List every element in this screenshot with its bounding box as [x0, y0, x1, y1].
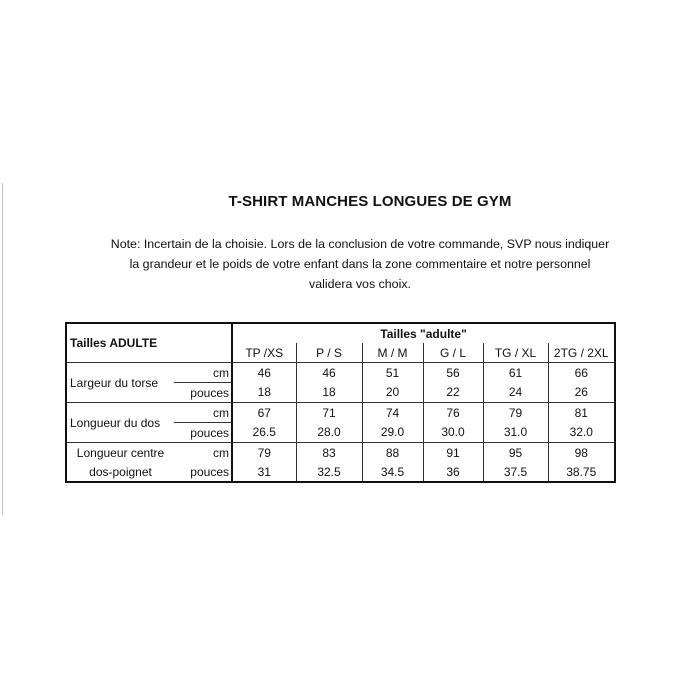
table-cell: 79 — [483, 403, 548, 423]
table-cell: 81 — [548, 403, 615, 423]
size-header: TP /XS — [232, 343, 296, 363]
size-header: G / L — [423, 343, 483, 363]
table-cell: 46 — [232, 363, 296, 383]
table-cell: 67 — [257, 405, 271, 420]
measure-label: Longueur centre — [66, 443, 174, 463]
note-text — [50, 234, 670, 294]
table-row — [66, 363, 615, 383]
size-header: 2TG / 2XL — [548, 343, 615, 363]
note-line-1: Note: Incertain de la choisie. Lors de la conclusion de votre commande, SVP nous indiquer — [110, 237, 610, 251]
table-cell: 26.5 — [232, 423, 296, 443]
table-cell: 34.5 — [362, 462, 423, 482]
table-cell: 26 — [548, 383, 615, 403]
table-cell: 37.5 — [483, 462, 548, 482]
group-header: Tailles "adulte" — [232, 323, 615, 343]
unit-label: pouces — [174, 462, 232, 482]
table-row — [66, 462, 615, 482]
table-cell: 22 — [423, 383, 483, 403]
table-cell: 66 — [548, 363, 615, 383]
size-header: P / S — [296, 343, 362, 363]
table-cell: 36 — [423, 462, 483, 482]
table-cell: 46 — [296, 363, 362, 383]
table-row — [66, 443, 615, 463]
table-cell: 18 — [296, 383, 362, 403]
table-cell: 79 — [257, 445, 271, 460]
table-cell: 29.0 — [362, 423, 423, 443]
header-row-1 — [66, 323, 615, 343]
table-cell: 95 — [483, 443, 548, 463]
unit-label: cm — [174, 403, 232, 423]
table-cell: 61 — [483, 363, 548, 383]
table-cell: 71 — [296, 403, 362, 423]
table-cell: 98 — [548, 443, 615, 463]
table-cell: 32.5 — [296, 462, 362, 482]
measure-label: Largeur du torse — [66, 363, 174, 403]
table-cell: 28.0 — [296, 423, 362, 443]
table-cell: 31.0 — [483, 423, 548, 443]
table-cell: 32.0 — [548, 423, 615, 443]
left-edge-rule — [2, 183, 3, 515]
unit-label: cm — [174, 443, 232, 463]
table-cell: 20 — [362, 383, 423, 403]
table-cell: 30.0 — [423, 423, 483, 443]
table-cell: 31 — [232, 462, 296, 482]
corner-label: Tailles ADULTE — [66, 323, 232, 363]
table-cell: 51 — [362, 363, 423, 383]
page-title: T-SHIRT MANCHES LONGUES DE GYM — [228, 193, 512, 210]
table-cell: 56 — [423, 363, 483, 383]
note-line-2: la grandeur et le poids de votre enfant dans la zone commentaire et notre personnel — [129, 257, 591, 271]
table-cell: 18 — [232, 383, 296, 403]
table-cell: 74 — [362, 403, 423, 423]
unit-label: cm — [174, 363, 232, 383]
unit-label: pouces — [174, 423, 232, 443]
table-cell: 91 — [423, 443, 483, 463]
table-cell: 83 — [296, 443, 362, 463]
unit-label: pouces — [174, 383, 232, 403]
table-cell: 88 — [362, 443, 423, 463]
size-header: TG / XL — [483, 343, 548, 363]
table-cell: 76 — [423, 403, 483, 423]
size-header: M / M — [362, 343, 423, 363]
measure-label-line-2: dos-poignet — [66, 462, 174, 482]
table-row — [66, 403, 615, 423]
measure-label: Longueur du dos — [66, 403, 174, 443]
table-cell: 38.75 — [548, 462, 615, 482]
table-cell: 24 — [483, 383, 548, 403]
note-line-3: validera vos choix. — [309, 277, 411, 291]
size-chart-table — [65, 322, 616, 483]
